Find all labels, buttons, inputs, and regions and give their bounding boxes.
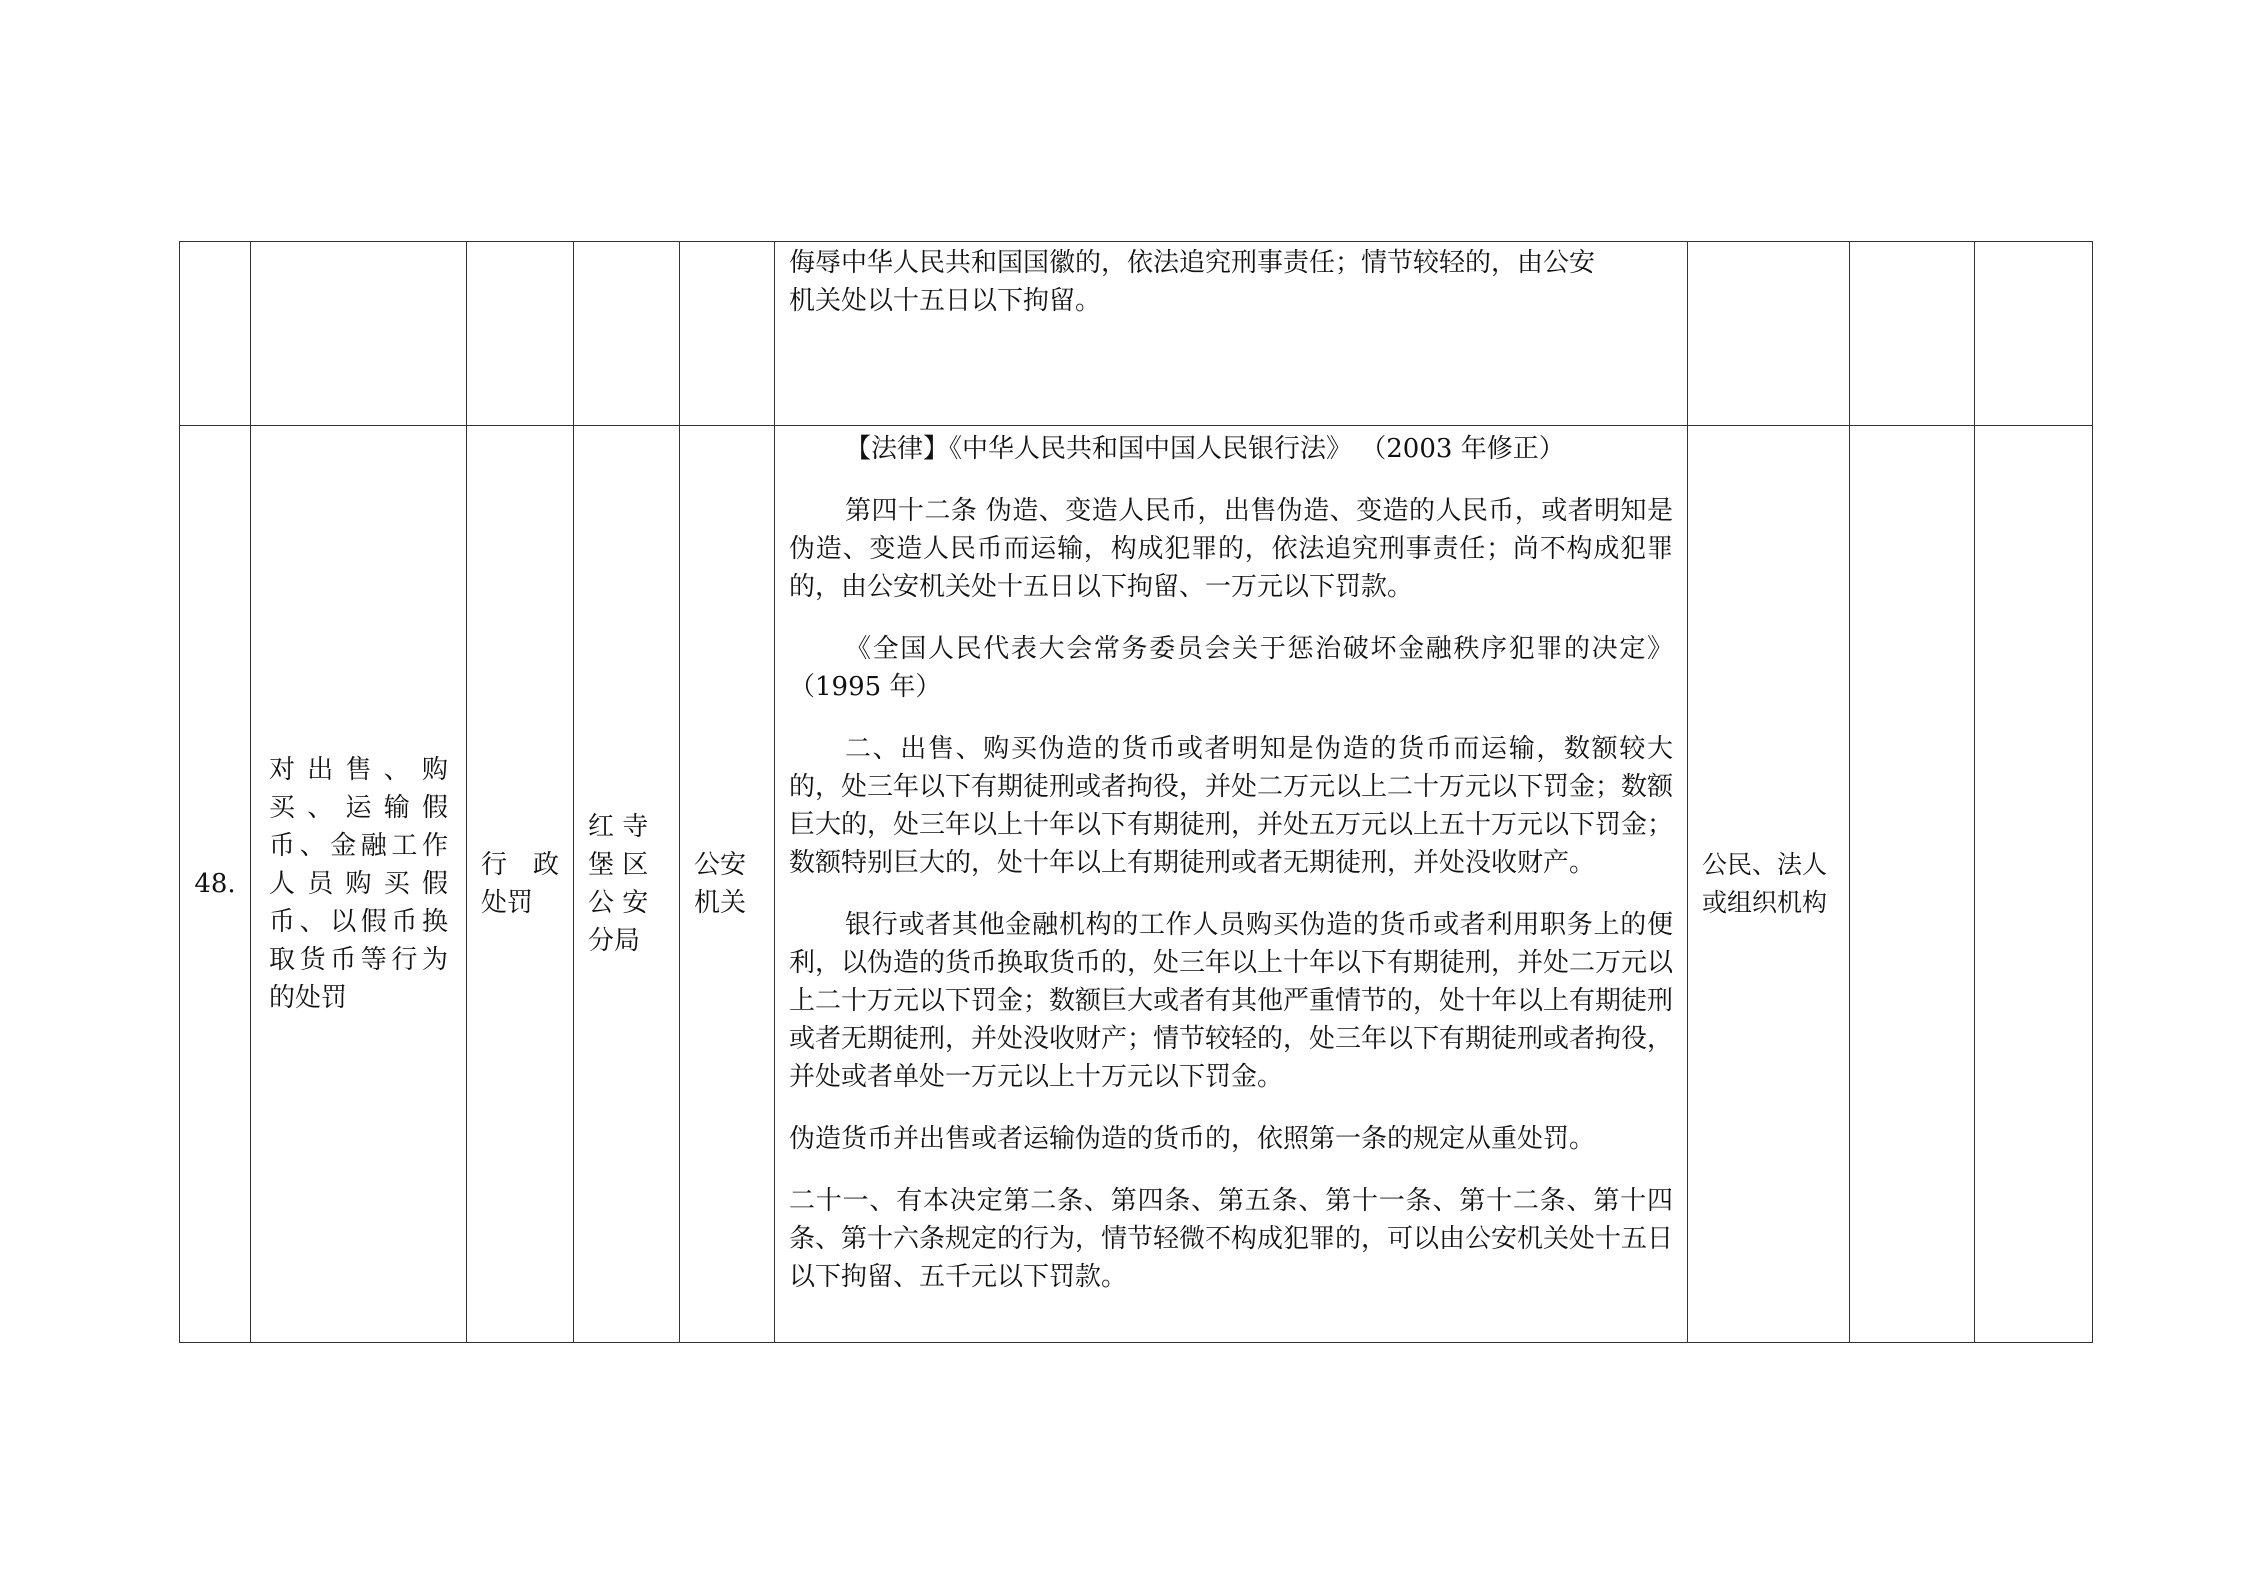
implementing-body xyxy=(588,808,665,960)
continuation-row xyxy=(180,242,2093,426)
legal-basis-paragraph-5: 伪造货币并出售或者运输伪造的货币的，依照第一条的规定从重处罚。 xyxy=(789,1124,1596,1154)
item-type: 行 政 处罚 xyxy=(481,850,559,918)
cont-extra-cell-1 xyxy=(1850,242,1975,426)
cont-basis-line-2: 机关处以十五日以下拘留。 xyxy=(789,286,1102,316)
target: 公民、法人或组织机构 xyxy=(1702,850,1828,917)
cont-target-cell xyxy=(1688,242,1850,426)
implementing-body-line-3: 公 安 xyxy=(588,888,649,918)
legal-basis-heading: 【法律】《中华人民共和国中国人民银行法》 （2003 年修正） xyxy=(845,434,1565,464)
legal-basis-paragraph-1: 第四十二条 伪造、变造人民币，出售伪造、变造的人民币，或者明知是伪造、变造人民币而运输，构成犯罪的，依法追究刑事责任；尚不构成犯罪的，由公安机关处十五日以下拘留、一万元以下罚款。 xyxy=(789,496,1673,602)
cont-body-cell xyxy=(574,242,680,426)
implementing-body-line-4: 分局 xyxy=(588,926,641,956)
item-type-cell xyxy=(467,426,574,1343)
target-cell xyxy=(1688,426,1850,1343)
legal-basis-paragraph-2: 《全国人民代表大会常务委员会关于惩治破坏金融秩序犯罪的决定》（1995 年） xyxy=(789,634,1673,702)
extra-cell-1 xyxy=(1850,426,1975,1343)
legal-basis-paragraph-3: 二、出售、购买伪造的货币或者明知是伪造的货币而运输，数额较大的，处三年以下有期徒刑或者拘役，并处二万元以上二十万元以下罚金；数额巨大的，处三年以上十年以下有期徒刑，并处五万元以上五十万元以下罚金；数额特别巨大的，处十年以上有期徒刑或者无期徒刑，并处没收财产。 xyxy=(789,734,1674,878)
implementing-body-line-1: 红 寺 xyxy=(588,812,649,842)
cont-item-name-cell xyxy=(251,242,467,426)
power-list-table xyxy=(179,241,2093,1343)
legal-basis-paragraph-4: 银行或者其他金融机构的工作人员购买伪造的货币或者利用职务上的便利，以伪造的货币换取货币的，处三年以上十年以下有期徒刑，并处二万元以上二十万元以下罚金；数额巨大或者有其他严重情节的，处十年以上有期徒刑或者无期徒刑，并处没收财产；情节较轻的，处三年以下有期徒刑或者拘役，并处或者单处一万元以上十万元以下罚金。 xyxy=(789,910,1674,1092)
cont-basis-line-1: 侮辱中华人民共和国国徽的，依法追究刑事责任；情节较轻的，由公安 xyxy=(789,248,1596,278)
legal-basis-paragraph-6: 二十一、有本决定第二条、第四条、第五条、第十一条、第十二条、第十四条、第十六条规定的行为，情节轻微不构成犯罪的，可以由公安机关处十五日以下拘留、五千元以下罚款。 xyxy=(789,1186,1674,1292)
implementing-body-line-2: 堡 区 xyxy=(588,850,649,880)
row-number: 48. xyxy=(180,426,251,1343)
implementing-body-cell xyxy=(574,426,680,1343)
extra-cell-2 xyxy=(1975,426,2093,1343)
item-name-cell xyxy=(251,426,467,1343)
cont-unit-cell xyxy=(680,242,775,426)
cont-extra-cell-2 xyxy=(1975,242,2093,426)
cont-number-cell xyxy=(180,242,251,426)
legal-basis-cell xyxy=(775,426,1688,1343)
cont-item-type-cell xyxy=(467,242,574,426)
responsible-unit-cell xyxy=(680,426,775,1343)
legal-basis xyxy=(775,426,1687,1310)
table-row-48 xyxy=(180,426,2093,1343)
item-name: 对出售、购买、运输假币、金融工作人员购买假币、以假币换取货币等行为的处罚 xyxy=(269,755,448,1013)
responsible-unit: 公安 机关 xyxy=(694,850,747,918)
cont-basis-cell xyxy=(775,242,1688,426)
